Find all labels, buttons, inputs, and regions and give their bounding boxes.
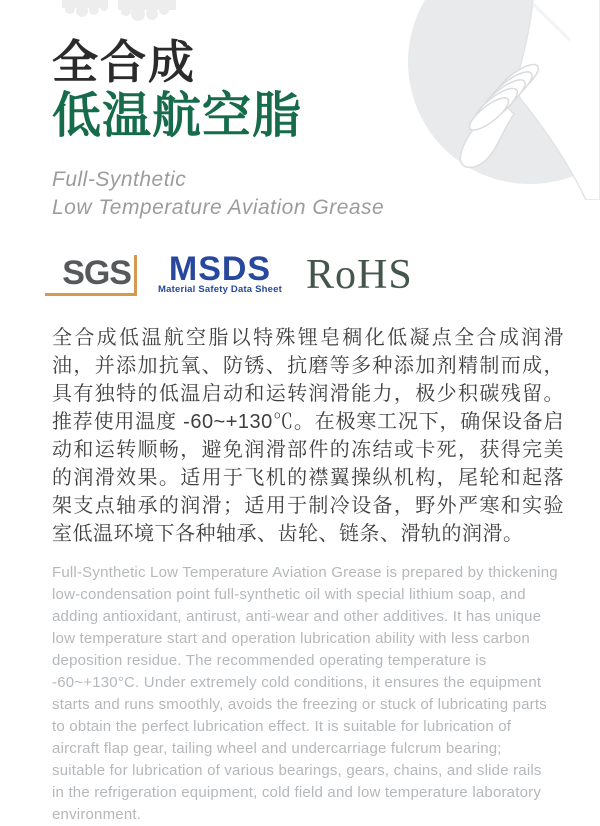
- sgs-logo-label: SGS: [62, 254, 131, 292]
- rohs-logo-label: RoHS: [306, 252, 413, 298]
- msds-logo-sublabel: Material Safety Data Sheet: [158, 284, 282, 295]
- top-left-gear-decorations: [55, 0, 185, 31]
- product-description-english: Full-Synthetic Low Temperature Aviation Grease is prepared by thickening low-condensation point full-synthetic oil with special lithium soap, and adding antioxidant, antirust, anti-wear and other additives. It has unique low temperature start and operation lubrication ability with less carbon deposition residue. The recommended operating temperature is -60~+130°C. Under extremely cold conditions, it ensures the equipment starts and runs smoothly, avoids the freezing or stuck of lubricating parts to obtain the perfect lubrication effect. It is suitable for lubrication of aircraft flap gear, tailing wheel and undercarriage fulcrum bearing; suitable for lubrication of various bearings, gears, chains, and slide rails in the refrigeration equipment, cold field and low temperature laboratory environment.: [52, 564, 558, 823]
- product-description-chinese: 全合成低温航空脂以特殊锂皂稠化低凝点全合成润滑油，并添加抗氧、防锈、抗磨等多种添加剂精制而成，具有独特的低温启动和运转润滑能力，极少积碳残留。推荐使用温度 -60~+130℃。在极寒工况下，确保设备启动和运转顺畅，避免润滑部件的冻结或卡死，获得完美的润滑效果。适用于飞机的襟翼操纵机构，尾轮和起落架支点轴承的润滑；适用于制冷设备，野外严寒和实验室低温环境下各种轴承、齿轮、链条、滑轨的润滑。: [52, 327, 564, 545]
- subtitle-line2: Low Temperature Aviation Grease: [52, 196, 385, 219]
- sgs-logo: [45, 254, 137, 296]
- page-title-cn-line2: 低温航空脂: [52, 89, 303, 143]
- page-subtitle-en: [52, 166, 564, 222]
- page-title-cn-line1: 全合成: [52, 36, 196, 88]
- page-content: [52, 36, 564, 826]
- gear-icon: [55, 0, 185, 26]
- subtitle-line1: Full-Synthetic: [52, 168, 187, 191]
- rohs-logo: [306, 252, 413, 298]
- certification-logos: [45, 250, 564, 298]
- msds-logo-label: MSDS: [168, 250, 272, 288]
- msds-logo: [158, 250, 282, 296]
